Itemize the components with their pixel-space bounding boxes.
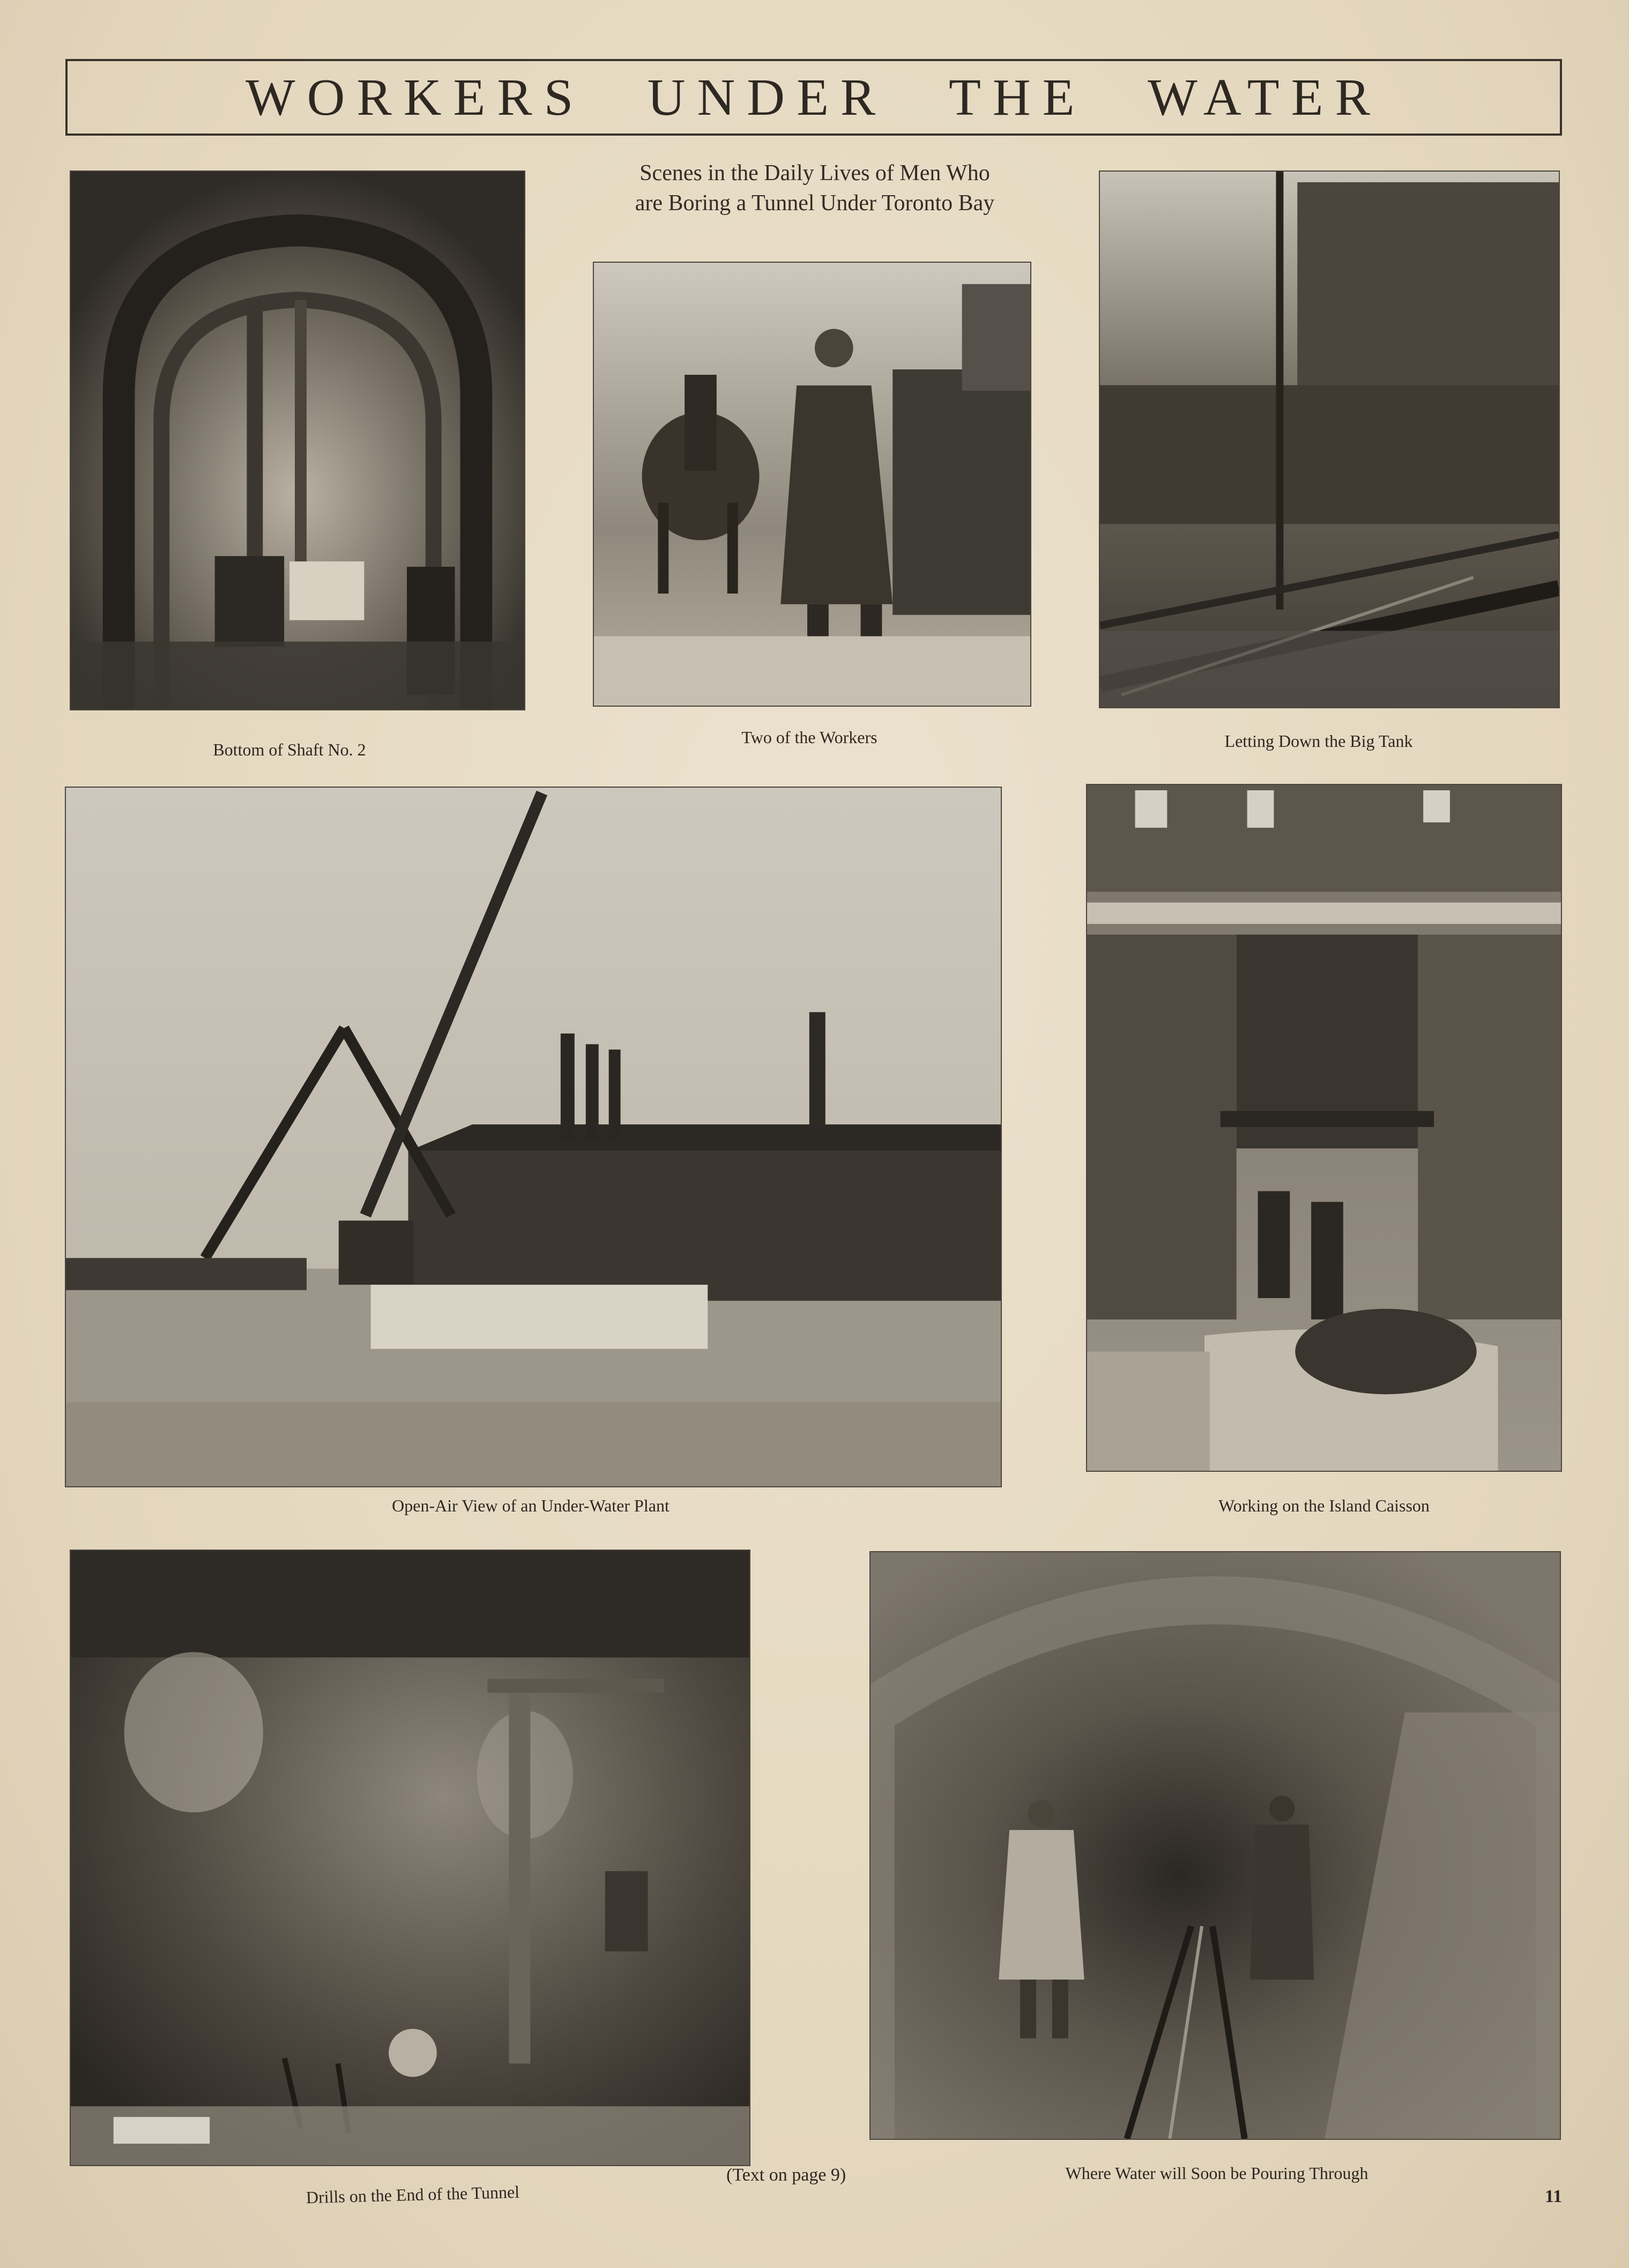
caption-brick-tunnel: Where Water will Soon be Pouring Through — [1065, 2163, 1368, 2183]
caption-tunnel-drills: Drills on the End of the Tunnel — [306, 2182, 520, 2207]
title-banner — [65, 59, 1562, 136]
page-title: WORKERS UNDER THE WATER — [246, 68, 1382, 127]
photo-under-water-plant — [65, 787, 1002, 1487]
subtitle — [579, 158, 1051, 218]
subtitle-line-1: Scenes in the Daily Lives of Men Who — [639, 161, 990, 186]
page-number: 11 — [1545, 2187, 1563, 2206]
photo-tunnel-drills — [70, 1550, 750, 2166]
photo-island-caisson — [1086, 784, 1562, 1472]
caption-shaft-bottom: Bottom of Shaft No. 2 — [213, 740, 366, 759]
caption-big-tank: Letting Down the Big Tank — [1224, 731, 1413, 751]
photo-shaft-bottom — [70, 171, 525, 710]
photo-two-workers — [593, 262, 1031, 707]
caption-under-water-plant: Open-Air View of an Under-Water Plant — [392, 1496, 670, 1515]
subtitle-line-2: are Boring a Tunnel Under Toronto Bay — [635, 191, 995, 216]
photo-brick-tunnel — [869, 1551, 1561, 2140]
caption-island-caisson: Working on the Island Caisson — [1218, 1496, 1430, 1515]
caption-two-workers: Two of the Workers — [741, 728, 877, 747]
text-continuation-note: (Text on page 9) — [726, 2165, 846, 2185]
photo-big-tank — [1099, 171, 1560, 708]
